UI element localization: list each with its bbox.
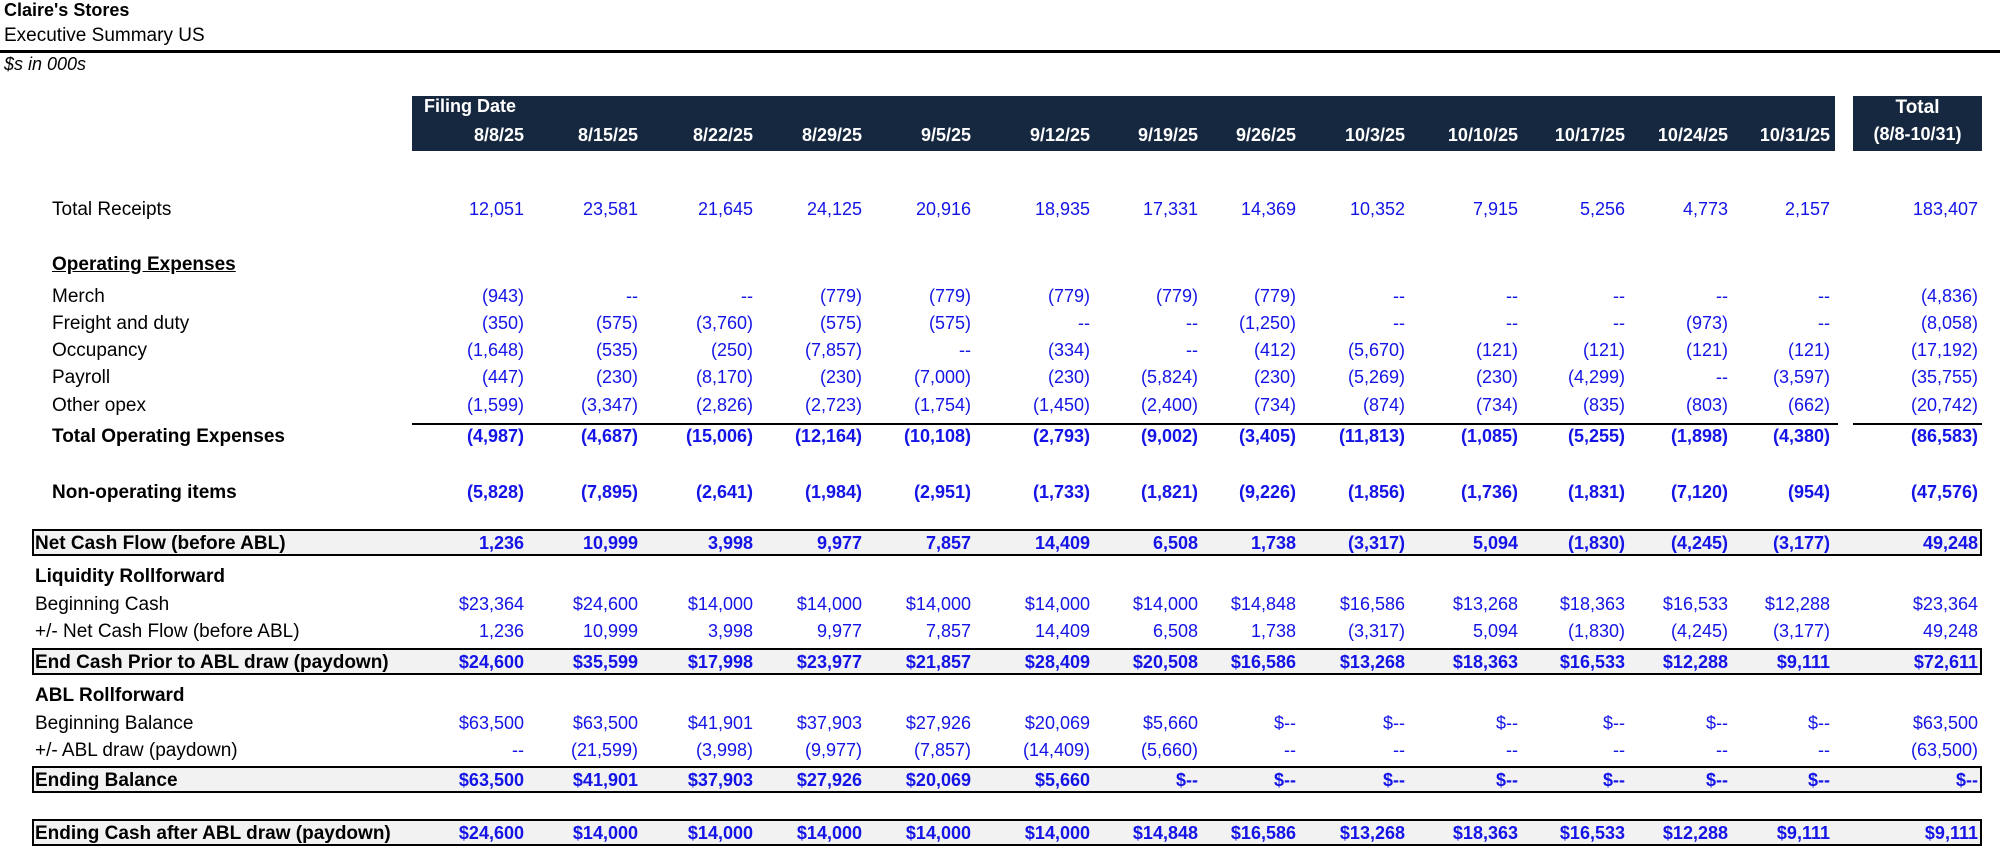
row-label: Non-operating items bbox=[52, 482, 237, 503]
total-cell: $9,111 bbox=[1924, 823, 1978, 843]
non-operating-items-row bbox=[0, 479, 2000, 506]
value-cell: (2,723) bbox=[804, 395, 862, 415]
value-cell: $37,903 bbox=[796, 713, 862, 733]
filing-date-label: Filing Date bbox=[424, 96, 517, 116]
value-cell: $14,000 bbox=[796, 594, 862, 614]
value-cell: 23,581 bbox=[582, 199, 638, 219]
value-cell: $-- bbox=[1603, 713, 1625, 733]
value-cell: (121) bbox=[1475, 340, 1518, 360]
date-header: 10/17/25 bbox=[1554, 125, 1625, 145]
value-cell: $-- bbox=[1496, 770, 1518, 790]
value-cell: 1,738 bbox=[1250, 621, 1296, 641]
value-cell: (15,006) bbox=[685, 426, 753, 446]
value-cell: $18,363 bbox=[1559, 594, 1625, 614]
value-cell: $17,998 bbox=[687, 652, 753, 672]
value-cell: $14,848 bbox=[1132, 823, 1198, 843]
value-cell: $5,660 bbox=[1142, 713, 1198, 733]
value-cell: 1,236 bbox=[478, 533, 524, 553]
value-cell: $-- bbox=[1274, 770, 1296, 790]
value-cell: $63,500 bbox=[572, 713, 638, 733]
value-cell: 5,256 bbox=[1579, 199, 1625, 219]
row-label: Beginning Balance bbox=[35, 713, 194, 734]
ending-cash-after-abl-row bbox=[0, 820, 2000, 847]
value-cell: (230) bbox=[595, 367, 638, 387]
value-cell: $14,000 bbox=[1024, 823, 1090, 843]
value-cell: (9,226) bbox=[1238, 482, 1296, 502]
value-cell: $12,288 bbox=[1764, 594, 1830, 614]
value-cell: (1,831) bbox=[1567, 482, 1625, 502]
value-cell: (779) bbox=[1047, 286, 1090, 306]
value-cell: (1,754) bbox=[913, 395, 971, 415]
value-cell: $16,586 bbox=[1230, 823, 1296, 843]
date-header: 10/24/25 bbox=[1657, 125, 1728, 145]
value-cell: -- bbox=[1506, 286, 1518, 306]
value-cell: (779) bbox=[1155, 286, 1198, 306]
value-cell: $-- bbox=[1496, 713, 1518, 733]
total-cell: 49,248 bbox=[1922, 533, 1978, 553]
value-cell: 14,409 bbox=[1034, 533, 1090, 553]
value-cell: (350) bbox=[481, 313, 524, 333]
value-cell: (1,599) bbox=[466, 395, 524, 415]
value-cell: $14,000 bbox=[572, 823, 638, 843]
value-cell: (1,821) bbox=[1140, 482, 1198, 502]
value-cell: $27,926 bbox=[796, 770, 862, 790]
value-cell: -- bbox=[1613, 313, 1625, 333]
value-cell: -- bbox=[1284, 740, 1296, 760]
value-cell: (7,857) bbox=[913, 740, 971, 760]
value-cell: (3,347) bbox=[580, 395, 638, 415]
value-cell: (4,380) bbox=[1772, 426, 1830, 446]
value-cell: (7,857) bbox=[804, 340, 862, 360]
total-operating-expenses-row bbox=[0, 423, 2000, 450]
value-cell: $63,500 bbox=[458, 770, 524, 790]
value-cell: (4,245) bbox=[1670, 533, 1728, 553]
value-cell: -- bbox=[741, 286, 753, 306]
row-label: Beginning Cash bbox=[35, 594, 170, 615]
value-cell: (9,977) bbox=[804, 740, 862, 760]
value-cell: (230) bbox=[1253, 367, 1296, 387]
value-cell: (7,000) bbox=[913, 367, 971, 387]
value-cell: 3,998 bbox=[707, 533, 753, 553]
total-cell: $63,500 bbox=[1912, 713, 1978, 733]
total-header-line2: (8/8-10/31) bbox=[1873, 124, 1962, 144]
row-label: Operating Expenses bbox=[52, 254, 236, 275]
value-cell: 9,977 bbox=[816, 533, 862, 553]
value-cell: (12,164) bbox=[794, 426, 862, 446]
total-cell: (35,755) bbox=[1910, 367, 1978, 387]
value-cell: -- bbox=[1613, 286, 1625, 306]
value-cell: (1,736) bbox=[1460, 482, 1518, 502]
total-cell: (47,576) bbox=[1910, 482, 1978, 502]
value-cell: (1,250) bbox=[1238, 313, 1296, 333]
value-cell: 2,157 bbox=[1784, 199, 1830, 219]
value-cell: $14,000 bbox=[905, 823, 971, 843]
value-cell: -- bbox=[1716, 740, 1728, 760]
value-cell: 7,857 bbox=[925, 533, 971, 553]
row-label: +/- ABL draw (paydown) bbox=[35, 740, 238, 761]
abl-rollforward-heading bbox=[0, 682, 2000, 709]
value-cell: (662) bbox=[1787, 395, 1830, 415]
value-cell: (447) bbox=[481, 367, 524, 387]
value-cell: -- bbox=[1716, 286, 1728, 306]
value-cell: (1,733) bbox=[1032, 482, 1090, 502]
value-cell: -- bbox=[1818, 286, 1830, 306]
value-cell: -- bbox=[1506, 313, 1518, 333]
value-cell: -- bbox=[1393, 740, 1405, 760]
value-cell: (779) bbox=[928, 286, 971, 306]
total-receipts-row bbox=[0, 196, 2000, 223]
value-cell: -- bbox=[1613, 740, 1625, 760]
value-cell: (7,120) bbox=[1670, 482, 1728, 502]
value-cell: (5,269) bbox=[1347, 367, 1405, 387]
total-cell: (86,583) bbox=[1910, 426, 1978, 446]
beginning-cash-row bbox=[0, 591, 2000, 618]
value-cell: (121) bbox=[1787, 340, 1830, 360]
net-cash-flow-row bbox=[0, 530, 2000, 557]
date-header: 9/26/25 bbox=[1235, 125, 1296, 145]
total-cell: (4,836) bbox=[1920, 286, 1978, 306]
value-cell: $-- bbox=[1383, 770, 1405, 790]
value-cell: $18,363 bbox=[1452, 652, 1518, 672]
value-cell: (4,299) bbox=[1567, 367, 1625, 387]
date-header: 8/29/25 bbox=[801, 125, 862, 145]
value-cell: 7,857 bbox=[925, 621, 971, 641]
value-cell: (1,984) bbox=[804, 482, 862, 502]
row-label: Ending Cash after ABL draw (paydown) bbox=[35, 823, 391, 844]
value-cell: (230) bbox=[1047, 367, 1090, 387]
units-note: $s in 000s bbox=[4, 54, 87, 74]
value-cell: $14,000 bbox=[796, 823, 862, 843]
value-cell: (3,998) bbox=[695, 740, 753, 760]
value-cell: (7,895) bbox=[580, 482, 638, 502]
value-cell: $12,288 bbox=[1662, 652, 1728, 672]
value-cell: (5,670) bbox=[1347, 340, 1405, 360]
date-header: 8/15/25 bbox=[577, 125, 638, 145]
total-cell: $72,611 bbox=[1913, 652, 1978, 672]
value-cell: (874) bbox=[1362, 395, 1405, 415]
date-header: 8/8/25 bbox=[473, 125, 524, 145]
value-cell: (3,177) bbox=[1772, 621, 1830, 641]
value-cell: 14,369 bbox=[1240, 199, 1296, 219]
total-cell: (20,742) bbox=[1910, 395, 1978, 415]
value-cell: $41,901 bbox=[572, 770, 638, 790]
value-cell: $63,500 bbox=[458, 713, 524, 733]
value-cell: (2,826) bbox=[695, 395, 753, 415]
value-cell: $-- bbox=[1808, 770, 1830, 790]
merch-row bbox=[0, 283, 2000, 310]
row-label: ABL Rollforward bbox=[35, 685, 185, 706]
value-cell: 14,409 bbox=[1034, 621, 1090, 641]
value-cell: $24,600 bbox=[572, 594, 638, 614]
other-opex-row bbox=[0, 392, 2000, 419]
value-cell: $37,903 bbox=[687, 770, 753, 790]
value-cell: (575) bbox=[928, 313, 971, 333]
value-cell: $16,533 bbox=[1559, 652, 1625, 672]
payroll-row bbox=[0, 364, 2000, 391]
value-cell: (250) bbox=[710, 340, 753, 360]
value-cell: 24,125 bbox=[806, 199, 862, 219]
value-cell: (973) bbox=[1685, 313, 1728, 333]
value-cell: $28,409 bbox=[1024, 652, 1090, 672]
date-header: 10/10/25 bbox=[1447, 125, 1518, 145]
value-cell: -- bbox=[1186, 340, 1198, 360]
value-cell: $23,364 bbox=[458, 594, 524, 614]
row-label: Other opex bbox=[52, 395, 146, 416]
liquidity-rollforward-heading bbox=[0, 563, 2000, 590]
value-cell: -- bbox=[1506, 740, 1518, 760]
date-header: 10/3/25 bbox=[1344, 125, 1405, 145]
value-cell: $16,533 bbox=[1559, 823, 1625, 843]
value-cell: 21,645 bbox=[697, 199, 753, 219]
value-cell: $24,600 bbox=[458, 652, 524, 672]
row-label: Net Cash Flow (before ABL) bbox=[35, 533, 286, 554]
value-cell: $-- bbox=[1808, 713, 1830, 733]
value-cell: -- bbox=[626, 286, 638, 306]
value-cell: 4,773 bbox=[1682, 199, 1728, 219]
value-cell: (2,793) bbox=[1032, 426, 1090, 446]
value-cell: 10,999 bbox=[582, 533, 638, 553]
value-cell: (334) bbox=[1047, 340, 1090, 360]
value-cell: (10,108) bbox=[903, 426, 971, 446]
value-cell: 9,977 bbox=[816, 621, 862, 641]
value-cell: 6,508 bbox=[1152, 533, 1198, 553]
value-cell: (11,813) bbox=[1338, 426, 1405, 446]
value-cell: (230) bbox=[819, 367, 862, 387]
value-cell: 18,935 bbox=[1034, 199, 1090, 219]
value-cell: 10,352 bbox=[1349, 199, 1405, 219]
value-cell: -- bbox=[1393, 313, 1405, 333]
value-cell: $13,268 bbox=[1452, 594, 1518, 614]
total-cell: (63,500) bbox=[1910, 740, 1978, 760]
value-cell: $24,600 bbox=[458, 823, 524, 843]
value-cell: 1,738 bbox=[1250, 533, 1296, 553]
value-cell: (535) bbox=[595, 340, 638, 360]
date-header: 9/5/25 bbox=[920, 125, 971, 145]
value-cell: $16,533 bbox=[1662, 594, 1728, 614]
value-cell: -- bbox=[1078, 313, 1090, 333]
row-label: Ending Balance bbox=[35, 770, 178, 791]
value-cell: (779) bbox=[819, 286, 862, 306]
value-cell: $14,848 bbox=[1230, 594, 1296, 614]
value-cell: (575) bbox=[819, 313, 862, 333]
ending-balance-row bbox=[0, 767, 2000, 794]
value-cell: (3,177) bbox=[1772, 533, 1830, 553]
value-cell: $-- bbox=[1383, 713, 1405, 733]
occupancy-row bbox=[0, 337, 2000, 364]
value-cell: 6,508 bbox=[1152, 621, 1198, 641]
value-cell: (4,687) bbox=[580, 426, 638, 446]
value-cell: $-- bbox=[1176, 770, 1198, 790]
value-cell: (3,405) bbox=[1238, 426, 1296, 446]
beginning-balance-row bbox=[0, 710, 2000, 737]
value-cell: -- bbox=[1818, 740, 1830, 760]
company-title: Claire's Stores bbox=[4, 0, 130, 20]
value-cell: $20,069 bbox=[1024, 713, 1090, 733]
row-label: Merch bbox=[52, 286, 105, 307]
value-cell: 17,331 bbox=[1142, 199, 1198, 219]
value-cell: (1,085) bbox=[1460, 426, 1518, 446]
value-cell: $41,901 bbox=[687, 713, 753, 733]
value-cell: $21,857 bbox=[905, 652, 971, 672]
row-label: Occupancy bbox=[52, 340, 148, 361]
value-cell: (1,856) bbox=[1347, 482, 1405, 502]
value-cell: $13,268 bbox=[1339, 652, 1405, 672]
freight-duty-row bbox=[0, 310, 2000, 337]
total-cell: (17,192) bbox=[1910, 340, 1978, 360]
total-cell: $-- bbox=[1956, 770, 1978, 790]
value-cell: $-- bbox=[1706, 713, 1728, 733]
date-header: 8/22/25 bbox=[692, 125, 753, 145]
value-cell: (121) bbox=[1685, 340, 1728, 360]
value-cell: $14,000 bbox=[1132, 594, 1198, 614]
value-cell: $-- bbox=[1274, 713, 1296, 733]
value-cell: $16,586 bbox=[1230, 652, 1296, 672]
total-cell: $23,364 bbox=[1912, 594, 1978, 614]
value-cell: (4,245) bbox=[1670, 621, 1728, 641]
value-cell: $14,000 bbox=[687, 823, 753, 843]
value-cell: $23,977 bbox=[796, 652, 862, 672]
value-cell: $-- bbox=[1603, 770, 1625, 790]
value-cell: (5,660) bbox=[1140, 740, 1198, 760]
date-header: 10/31/25 bbox=[1759, 125, 1830, 145]
value-cell: $18,363 bbox=[1452, 823, 1518, 843]
value-cell: (835) bbox=[1582, 395, 1625, 415]
value-cell: (5,824) bbox=[1140, 367, 1198, 387]
value-cell: (21,599) bbox=[570, 740, 638, 760]
value-cell: 5,094 bbox=[1472, 621, 1518, 641]
value-cell: $20,508 bbox=[1132, 652, 1198, 672]
value-cell: -- bbox=[512, 740, 524, 760]
row-label: Total Operating Expenses bbox=[52, 426, 285, 447]
value-cell: $14,000 bbox=[687, 594, 753, 614]
value-cell: (1,830) bbox=[1567, 533, 1625, 553]
value-cell: (943) bbox=[481, 286, 524, 306]
value-cell: -- bbox=[1716, 367, 1728, 387]
value-cell: (5,828) bbox=[466, 482, 524, 502]
value-cell: (1,450) bbox=[1032, 395, 1090, 415]
row-label: End Cash Prior to ABL draw (paydown) bbox=[35, 652, 389, 673]
row-label: Liquidity Rollforward bbox=[35, 566, 225, 587]
net-cash-flow-rollforward-row bbox=[0, 618, 2000, 645]
value-cell: $5,660 bbox=[1034, 770, 1090, 790]
value-cell: (803) bbox=[1685, 395, 1728, 415]
total-cell: 49,248 bbox=[1922, 621, 1978, 641]
value-cell: -- bbox=[1186, 313, 1198, 333]
value-cell: (575) bbox=[595, 313, 638, 333]
value-cell: (734) bbox=[1475, 395, 1518, 415]
value-cell: (3,597) bbox=[1772, 367, 1830, 387]
value-cell: $20,069 bbox=[905, 770, 971, 790]
value-cell: $13,268 bbox=[1339, 823, 1405, 843]
row-label: Total Receipts bbox=[52, 199, 172, 220]
value-cell: $35,599 bbox=[572, 652, 638, 672]
value-cell: (954) bbox=[1787, 482, 1830, 502]
operating-expenses-heading bbox=[0, 251, 2000, 278]
total-cell: 183,407 bbox=[1912, 199, 1978, 219]
value-cell: $27,926 bbox=[905, 713, 971, 733]
value-cell: (4,987) bbox=[466, 426, 524, 446]
value-cell: (412) bbox=[1253, 340, 1296, 360]
value-cell: $14,000 bbox=[905, 594, 971, 614]
value-cell: $16,586 bbox=[1339, 594, 1405, 614]
value-cell: -- bbox=[959, 340, 971, 360]
value-cell: 3,998 bbox=[707, 621, 753, 641]
value-cell: $12,288 bbox=[1662, 823, 1728, 843]
value-cell: (2,951) bbox=[913, 482, 971, 502]
value-cell: -- bbox=[1818, 313, 1830, 333]
value-cell: (8,170) bbox=[695, 367, 753, 387]
date-header: 9/12/25 bbox=[1029, 125, 1090, 145]
value-cell: 5,094 bbox=[1472, 533, 1518, 553]
value-cell: 1,236 bbox=[478, 621, 524, 641]
value-cell: $9,111 bbox=[1776, 823, 1830, 843]
value-cell: 7,915 bbox=[1472, 199, 1518, 219]
value-cell: (779) bbox=[1253, 286, 1296, 306]
end-cash-prior-abl-row bbox=[0, 649, 2000, 676]
total-header-line1: Total bbox=[1895, 97, 1940, 118]
value-cell: $14,000 bbox=[1024, 594, 1090, 614]
abl-draw-row bbox=[0, 737, 2000, 764]
value-cell: (230) bbox=[1475, 367, 1518, 387]
value-cell: (9,002) bbox=[1140, 426, 1198, 446]
value-cell: (5,255) bbox=[1567, 426, 1625, 446]
row-label: +/- Net Cash Flow (before ABL) bbox=[35, 621, 300, 642]
value-cell: (1,898) bbox=[1670, 426, 1728, 446]
value-cell: (3,317) bbox=[1347, 533, 1405, 553]
value-cell: (1,648) bbox=[466, 340, 524, 360]
value-cell: 20,916 bbox=[915, 199, 971, 219]
value-cell: $9,111 bbox=[1776, 652, 1830, 672]
value-cell: (121) bbox=[1582, 340, 1625, 360]
row-label: Freight and duty bbox=[52, 313, 190, 334]
value-cell: (1,830) bbox=[1567, 621, 1625, 641]
total-cell: (8,058) bbox=[1920, 313, 1978, 333]
value-cell: $-- bbox=[1706, 770, 1728, 790]
value-cell: (14,409) bbox=[1022, 740, 1090, 760]
date-header: 9/19/25 bbox=[1137, 125, 1198, 145]
value-cell: (2,641) bbox=[695, 482, 753, 502]
value-cell: (734) bbox=[1253, 395, 1296, 415]
value-cell: (3,317) bbox=[1347, 621, 1405, 641]
value-cell: -- bbox=[1393, 286, 1405, 306]
value-cell: (3,760) bbox=[695, 313, 753, 333]
report-title: Executive Summary US bbox=[4, 25, 205, 46]
row-label: Payroll bbox=[52, 367, 111, 388]
header-divider bbox=[0, 50, 2000, 53]
value-cell: 12,051 bbox=[468, 199, 524, 219]
value-cell: (2,400) bbox=[1140, 395, 1198, 415]
value-cell: 10,999 bbox=[582, 621, 638, 641]
